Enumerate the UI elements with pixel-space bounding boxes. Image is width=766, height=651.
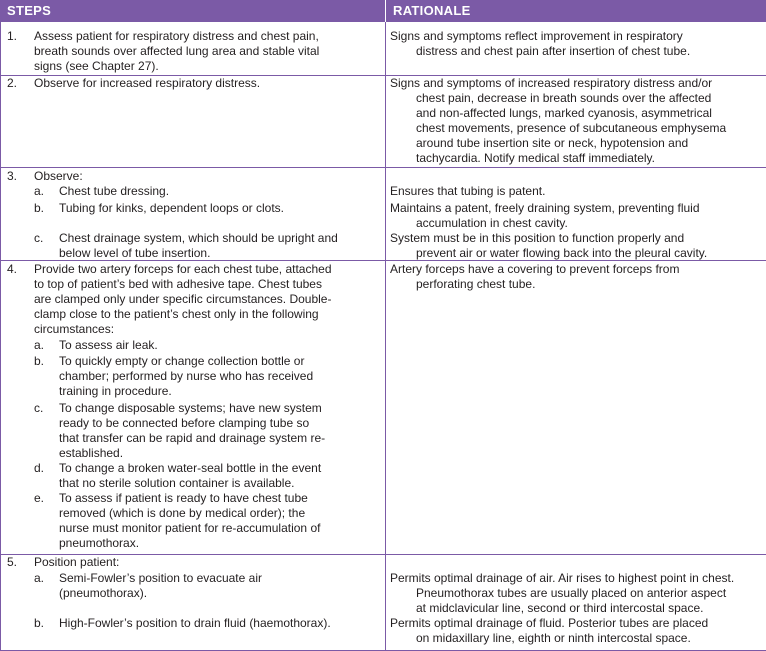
text-line: Assess patient for respiratory distress and chest pain, xyxy=(34,29,319,43)
sub-step-letter: e. xyxy=(34,491,45,505)
text-line: Pneumothorax tubes are usually placed on anterior aspect xyxy=(416,586,727,600)
text-line: To change disposable systems; have new system xyxy=(59,401,322,415)
sub-step-text xyxy=(59,231,380,261)
rationale-column-header: RATIONALE xyxy=(385,0,766,22)
text-line: chest pain, decrease in breath sounds over the affected xyxy=(416,91,712,105)
text-line: distress and chest pain after insertion of chest tube. xyxy=(416,44,691,58)
step-number: 5. xyxy=(7,555,18,569)
row-divider xyxy=(0,167,766,168)
sub-step-letter: b. xyxy=(34,201,45,215)
text-line: Observe for increased respiratory distress. xyxy=(34,76,261,90)
text-line: Permits optimal drainage of air. Air rises to highest point in chest. xyxy=(390,571,735,585)
text-line: prevent air or water flowing back into the pleural cavity. xyxy=(416,246,708,260)
sub-step-letter: a. xyxy=(34,338,45,352)
text-line: at midclavicular line, second or third intercostal space. xyxy=(416,601,704,615)
text-line: chamber; performed by nurse who has received xyxy=(59,369,314,383)
text-line: Signs and symptoms reflect improvement in respiratory xyxy=(390,29,683,43)
step-text xyxy=(34,169,380,184)
text-line: To quickly empty or change collection bottle or xyxy=(59,354,305,368)
text-line: Tubing for kinks, dependent loops or clots. xyxy=(59,201,285,215)
rationale-text xyxy=(390,201,760,231)
text-line: around tube insertion site or neck, hypotension and xyxy=(416,136,689,150)
text-line: chest movements, presence of subcutaneous emphysema xyxy=(416,121,727,135)
text-line: Provide two artery forceps for each chest tube, attached xyxy=(34,262,332,276)
sub-step-letter: c. xyxy=(34,231,44,245)
text-line: (pneumothorax). xyxy=(59,586,148,600)
rationale-text xyxy=(390,29,760,59)
text-line: System must be in this position to function properly and xyxy=(390,231,685,245)
step-text xyxy=(34,76,380,91)
sub-step-text xyxy=(59,354,380,399)
text-line: clamp close to the patient’s chest only in the following xyxy=(34,307,319,321)
text-line: To assess air leak. xyxy=(59,338,158,352)
sub-step-text xyxy=(59,571,380,601)
text-line: that no sterile solution container is available. xyxy=(59,476,295,490)
rationale-text xyxy=(390,571,760,616)
text-line: perforating chest tube. xyxy=(416,277,536,291)
text-line: Ensures that tubing is patent. xyxy=(390,184,546,198)
text-line: accumulation in chest cavity. xyxy=(416,216,568,230)
step-text xyxy=(34,555,380,570)
text-line: Position patient: xyxy=(34,555,120,569)
text-line: nurse must monitor patient for re-accumulation of xyxy=(59,521,321,535)
text-line: and non-affected lungs, marked cyanosis, asymmetrical xyxy=(416,106,712,120)
text-line: training in procedure. xyxy=(59,384,172,398)
steps-column-header: STEPS xyxy=(0,0,385,22)
text-line: Artery forceps have a covering to prevent forceps from xyxy=(390,262,680,276)
text-line: to top of patient’s bed with adhesive tape. Chest tubes xyxy=(34,277,322,291)
sub-step-text xyxy=(59,616,380,631)
sub-step-letter: d. xyxy=(34,461,45,475)
sub-step-text xyxy=(59,491,380,551)
sub-step-letter: b. xyxy=(34,616,45,630)
text-line: are clamped only under specific circumstances. Double- xyxy=(34,292,332,306)
sub-step-letter: a. xyxy=(34,571,45,585)
text-line: on midaxillary line, eighth or ninth intercostal space. xyxy=(416,631,691,645)
text-line: below level of tube insertion. xyxy=(59,246,211,260)
sub-step-letter: a. xyxy=(34,184,45,198)
step-number: 2. xyxy=(7,76,18,90)
rationale-text xyxy=(390,184,760,199)
text-line: circumstances: xyxy=(34,322,115,336)
text-line: To assess if patient is ready to have chest tube xyxy=(59,491,308,505)
step-text xyxy=(34,29,380,74)
step-number: 1. xyxy=(7,29,18,43)
step-text xyxy=(34,262,380,337)
sub-step-text xyxy=(59,338,380,353)
text-line: removed (which is done by medical order); the xyxy=(59,506,306,520)
rationale-text xyxy=(390,616,760,646)
text-line: Observe: xyxy=(34,169,83,183)
sub-step-text xyxy=(59,201,380,216)
text-line: High-Fowler’s position to drain fluid (haemothorax). xyxy=(59,616,331,630)
text-line: Chest drainage system, which should be upright and xyxy=(59,231,338,245)
rationale-text xyxy=(390,76,760,166)
text-line: Chest tube dressing. xyxy=(59,184,170,198)
step-number: 4. xyxy=(7,262,18,276)
sub-step-letter: c. xyxy=(34,401,44,415)
rationale-text xyxy=(390,262,760,292)
text-line: that transfer can be rapid and drainage system re- xyxy=(59,431,326,445)
text-line: established. xyxy=(59,446,124,460)
text-line: pneumothorax. xyxy=(59,536,140,550)
text-line: ready to be connected before clamping tube so xyxy=(59,416,310,430)
rationale-text xyxy=(390,231,760,261)
text-line: Semi-Fowler’s position to evacuate air xyxy=(59,571,262,585)
text-line: signs (see Chapter 27). xyxy=(34,59,159,73)
text-line: tachycardia. Notify medical staff immediately. xyxy=(416,151,655,165)
text-line: breath sounds over affected lung area and stable vital xyxy=(34,44,320,58)
sub-step-text xyxy=(59,184,380,199)
sub-step-text xyxy=(59,401,380,461)
text-line: To change a broken water-seal bottle in the event xyxy=(59,461,322,475)
text-line: Maintains a patent, freely draining system, preventing fluid xyxy=(390,201,700,215)
sub-step-letter: b. xyxy=(34,354,45,368)
column-divider xyxy=(385,22,386,650)
text-line: Permits optimal drainage of fluid. Posterior tubes are placed xyxy=(390,616,709,630)
sub-step-text xyxy=(59,461,380,491)
step-number: 3. xyxy=(7,169,18,183)
text-line: Signs and symptoms of increased respiratory distress and/or xyxy=(390,76,713,90)
